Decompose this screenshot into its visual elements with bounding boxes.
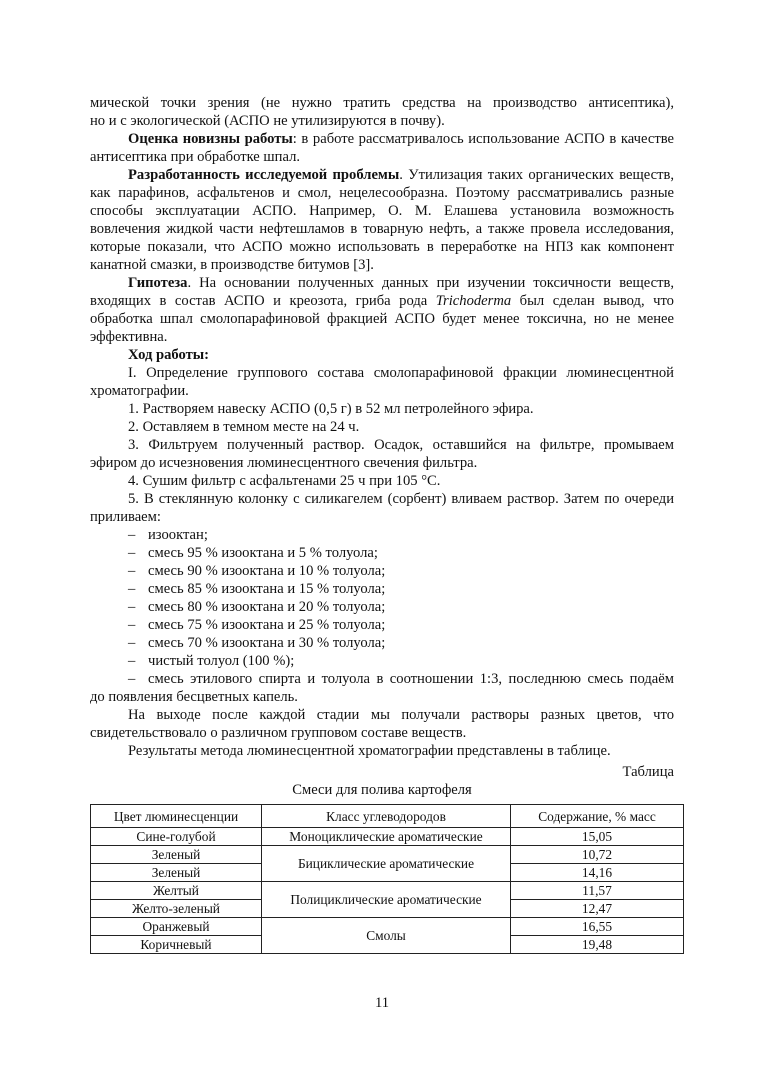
table-header-row xyxy=(91,805,684,828)
table-row xyxy=(91,882,684,900)
cell-color: Коричневый xyxy=(91,936,262,954)
dash-symbol: – xyxy=(128,527,136,543)
step-3: 3. Фильтруем полученный раствор. Осадок, оставшийся на фильтре, промываем эфиром до исчезновения люминесцентного свечения фильтра. xyxy=(90,437,674,471)
problem-text: . Утилизация таких органических веществ, как парафинов, асфальтенов и смол, нецелесообразна. Поэтому рассматривались разные способы эксплуатации АСПО. Например, О. М. Елашева установила возможность вовлечения жидкой части нефтешламов в товарную нефть, а также провела исследования, которые показали, что АСПО можно использовать в переработке на НПЗ как компонент канатной смазки, в производстве битумов [3]. xyxy=(90,167,674,273)
list-item-text: смесь 70 % изооктана и 30 % толуола; xyxy=(148,635,386,651)
step-4: 4. Сушим фильтр с асфальтенами 25 ч при 105 °С. xyxy=(128,473,441,489)
list-item-text: смесь 85 % изооктана и 15 % толуола; xyxy=(148,581,386,597)
novelty-label: Оценка новизны работы xyxy=(128,131,293,147)
cell-color: Сине-голубой xyxy=(91,828,262,846)
list-item xyxy=(90,670,674,688)
cell-value: 12,47 xyxy=(511,900,684,918)
cell-value: 19,48 xyxy=(511,936,684,954)
cell-value: 14,16 xyxy=(511,864,684,882)
cell-class: Смолы xyxy=(262,918,511,954)
hypothesis-text: . На основании полученных данных при изучении токсичности веществ, входящих в состав АСПО и креозота, гриба рода xyxy=(90,275,674,309)
hypothesis-italic: Trichoderma xyxy=(435,293,512,309)
cell-class: Бициклические ароматические xyxy=(262,846,511,882)
list-item-text: смесь 80 % изооктана и 20 % толуола; xyxy=(148,599,386,615)
novelty-paragraph xyxy=(90,130,674,166)
list-item xyxy=(90,634,674,652)
list-item-text: чистый толуол (100 %); xyxy=(148,653,295,669)
step-roman-1: I. Определение группового состава смолопарафиновой фракции люминесцентной хроматографии. xyxy=(90,365,674,399)
cell-color: Зеленый xyxy=(91,864,262,882)
dash-symbol: – xyxy=(128,545,136,561)
header-class: Класс углеводородов xyxy=(262,805,511,828)
cell-color: Желто-зеленый xyxy=(91,900,262,918)
hypothesis-text-end: был сделан вывод, что обработка шпал смолопарафиновой фракцией АСПО будет менее токсична, но не менее эффективна. xyxy=(90,293,674,345)
page-number: 11 xyxy=(374,995,390,1011)
progress-heading xyxy=(90,346,674,364)
list-item xyxy=(90,652,674,670)
table-label: Таблица xyxy=(622,764,674,780)
list-item-continuation: до появления бесцветных капель. xyxy=(90,689,298,705)
step-2: 2. Оставляем в темном месте на 24 ч. xyxy=(128,419,360,435)
results-paragraph: Результаты метода люминесцентной хроматографии представлены в таблице. xyxy=(128,743,611,759)
table-row xyxy=(91,918,684,936)
cell-class: Полициклические ароматические xyxy=(262,882,511,918)
dash-symbol: – xyxy=(128,617,136,633)
list-item xyxy=(90,616,674,634)
list-item-text: смесь 90 % изооктана и 10 % толуола; xyxy=(148,563,386,579)
novelty-text: : в работе рассматривалось использование АСПО в качестве антисептика при обработке шпал. xyxy=(90,131,674,165)
cell-class: Моноциклические ароматические xyxy=(262,828,511,846)
step-5: 5. В стеклянную колонку с силикагелем (сорбент) вливаем раствор. Затем по очереди приливаем: xyxy=(90,491,674,525)
header-content: Содержание, % масс xyxy=(511,805,684,828)
dash-symbol: – xyxy=(128,581,136,597)
hypothesis-paragraph xyxy=(90,274,674,346)
list-item xyxy=(90,598,674,616)
output-paragraph: На выходе после каждой стадии мы получали растворы разных цветов, что свидетельствовало о различном групповом составе веществ. xyxy=(90,707,674,741)
list-item xyxy=(90,580,674,598)
body-text xyxy=(90,94,674,760)
cell-value: 11,57 xyxy=(511,882,684,900)
problem-label: Разработанность исследуемой проблемы xyxy=(128,167,400,183)
results-table xyxy=(90,804,684,954)
paragraph-line: мической точки зрения (не нужно тратить средства на производство антисептика), xyxy=(90,95,674,111)
list-item-text: изооктан; xyxy=(148,527,208,543)
list-item xyxy=(90,526,674,544)
dash-symbol: – xyxy=(128,599,136,615)
dash-symbol: – xyxy=(128,563,136,579)
list-item xyxy=(90,562,674,580)
list-item xyxy=(90,544,674,562)
list-item-text: смесь 95 % изооктана и 5 % толуола; xyxy=(148,545,378,561)
dash-symbol: – xyxy=(128,653,136,669)
cell-color: Зеленый xyxy=(91,846,262,864)
step-1: 1. Растворяем навеску АСПО (0,5 г) в 52 мл петролейного эфира. xyxy=(128,401,534,417)
cell-value: 10,72 xyxy=(511,846,684,864)
hypothesis-label: Гипотеза xyxy=(128,275,188,291)
cell-color: Желтый xyxy=(91,882,262,900)
dash-symbol: – xyxy=(128,635,136,651)
table-row xyxy=(91,846,684,864)
cell-value: 16,55 xyxy=(511,918,684,936)
table-row xyxy=(91,828,684,846)
table-title: Смеси для полива картофеля xyxy=(292,782,472,798)
progress-label: Ход работы: xyxy=(128,347,210,363)
problem-paragraph xyxy=(90,166,674,274)
dash-symbol: – xyxy=(128,671,136,687)
cell-color: Оранжевый xyxy=(91,918,262,936)
dash-list xyxy=(90,526,674,706)
list-item-text: смесь 75 % изооктана и 25 % толуола; xyxy=(148,617,386,633)
cell-value: 15,05 xyxy=(511,828,684,846)
list-item-text: смесь этилового спирта и толуола в соотношении 1:3, последнюю смесь подаём xyxy=(148,671,674,687)
header-color: Цвет люминесценции xyxy=(91,805,262,828)
paragraph-line: но и с экологической (АСПО не утилизируются в почву). xyxy=(90,113,445,129)
